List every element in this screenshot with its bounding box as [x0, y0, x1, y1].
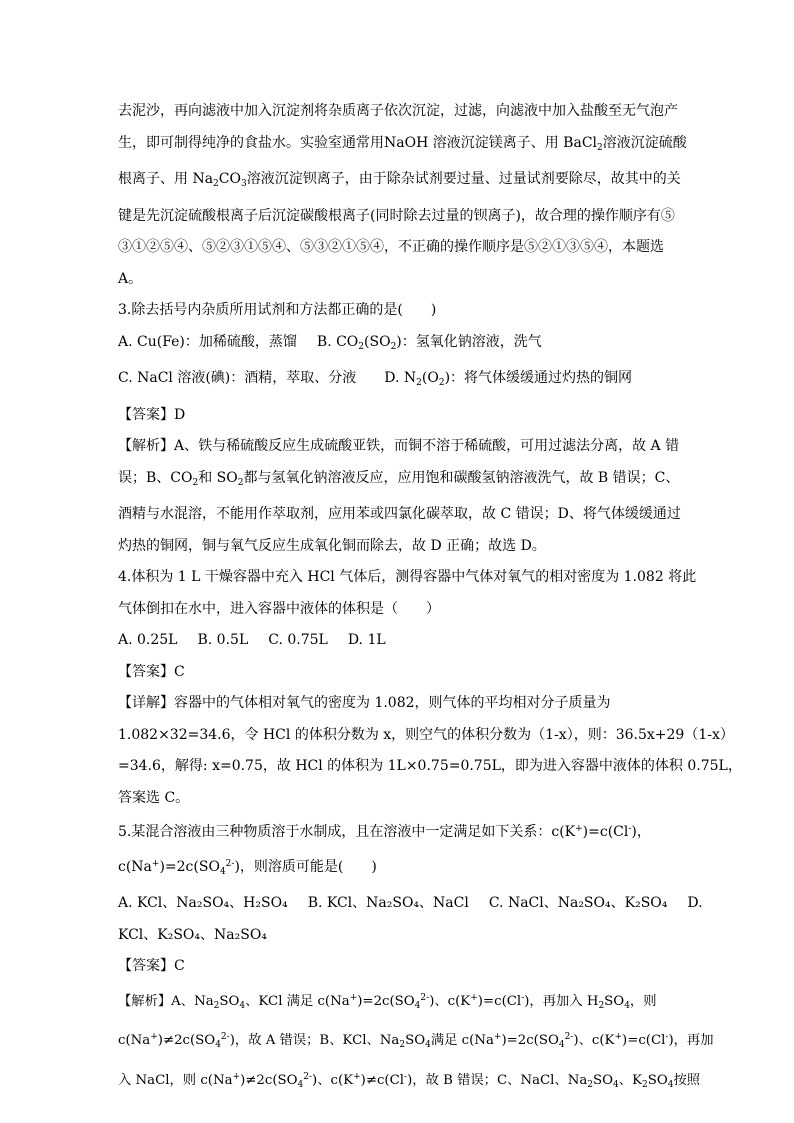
superscript: +	[493, 1032, 502, 1042]
text-run: SO	[593, 1072, 614, 1088]
text-run: 入 NaCl，则 c(Na	[118, 1072, 233, 1088]
option-a: A. 0.25L	[118, 632, 178, 648]
text-line	[118, 983, 678, 1023]
question-5	[118, 814, 714, 1101]
text-line: ③①②⑤④、⑤②③①⑤④、⑤③②①⑤④，不正确的操作顺序是⑤②①③⑤④，本题选	[118, 239, 664, 255]
text-run: )=2c(SO	[357, 993, 415, 1009]
text-run: SO	[604, 993, 625, 1009]
subscript: 2	[642, 1079, 648, 1090]
text-line: 酒精与水混溶，不能用作萃取剂，应用苯或四氯化碳萃取，故 C 错误；D、将气体缓缓通过	[118, 506, 681, 522]
text-run: )：将气体缓缓通过灼热的铜网	[444, 370, 633, 386]
text-run: c(Na	[118, 858, 152, 875]
text-run: )，	[631, 824, 651, 840]
question-stem: 3.除去括号内杂质所用试剂和方法都正确的是( )	[118, 302, 437, 318]
answer-label: 【答案】C	[118, 663, 185, 680]
option-d: D.	[687, 895, 703, 911]
text-run: )，再加	[668, 1033, 714, 1048]
subscript: 2	[438, 378, 445, 388]
options-line	[118, 327, 678, 364]
question-3	[118, 295, 681, 562]
text-run: (O	[421, 370, 439, 386]
text-line: 【详解】容器中的气体相对氧气的密度为 1.082，则气体的平均相对分子质量为	[118, 695, 611, 711]
text-run: 根离子、用 Na	[118, 171, 214, 187]
text-run: 生，即可制得纯净的食盐水。实验室通常用NaOH 溶液沉淀镁离子、用 BaCl	[118, 134, 598, 151]
question-stem: 气体倒扣在水中，进入容器中液体的体积是（ ）	[118, 600, 440, 617]
text-line: A。	[118, 270, 143, 287]
text-run: )，故 B 错误；C、NaCl、Na	[407, 1072, 588, 1088]
subscript: 2	[587, 1079, 594, 1090]
subscript: 2	[358, 341, 365, 352]
text-run: )，故 A 错误；B、KCl、Na	[229, 1033, 400, 1048]
superscript: 2-	[420, 992, 430, 1003]
superscript: +	[151, 858, 160, 869]
options-line	[118, 625, 678, 657]
answer-label: 【答案】D	[118, 406, 186, 423]
superscript: 2-	[225, 858, 235, 869]
superscript: +	[470, 992, 478, 1003]
text-run: )=2c(SO	[501, 1033, 559, 1048]
text-run: 按照	[673, 1072, 701, 1088]
subscript: 4	[425, 1040, 431, 1050]
subscript: 2	[399, 1040, 406, 1050]
text-run: 【解析】A、Na	[118, 993, 214, 1009]
subscript: 4	[558, 1040, 565, 1050]
option-d: D. N	[384, 370, 417, 386]
option-d: D. 1L	[347, 632, 386, 648]
text-run: )≠2c(SO	[240, 1072, 298, 1088]
answer-label: 【答案】C	[118, 958, 185, 974]
text-line: 答案选 C。	[118, 789, 190, 806]
text-run: CO	[218, 171, 241, 187]
subscript: 2	[390, 341, 397, 352]
superscript: +	[150, 1032, 158, 1042]
text-run: 、K	[618, 1072, 643, 1088]
text-run: )=2c(SO	[159, 858, 220, 875]
text-line: 键是先沉淀硫酸根离子后沉淀碳酸根离子(同时除去过量的钡离子)，故合理的操作顺序有⑤	[118, 207, 675, 224]
option-b: B. KCl、Na₂SO₄、NaCl	[307, 895, 469, 911]
text-run: 误；B、CO	[118, 469, 193, 486]
subscript: 2	[416, 378, 422, 388]
superscript: +	[353, 1071, 361, 1082]
text-line: 灼热的铜网，铜与氧气反应生成氧化铜而除去，故 D 正确；故选 D。	[118, 537, 546, 554]
text-line: 去泥沙，再向滤液中加入沉淀剂将杂质离子依次沉淀，过滤，向滤液中加入盐酸至无气泡产	[118, 103, 678, 119]
subscript: 2	[598, 1000, 605, 1011]
subscript: 4	[414, 1000, 421, 1011]
superscript: -	[628, 824, 632, 834]
text-run: )，再加入 H	[524, 993, 599, 1009]
subscript: 2	[213, 179, 219, 189]
option-c: C. NaCl 溶液(碘)：酒精，萃取、分液	[118, 370, 357, 386]
superscript: -	[404, 1071, 408, 1082]
text-run: c(Na	[118, 1033, 151, 1048]
text-run: 溶液沉淀硫酸	[602, 134, 687, 151]
option-c: C. NaCl、Na₂SO₄、K₂SO₄	[488, 895, 668, 911]
text-line	[118, 1022, 714, 1062]
option-c: C. 0.75L	[268, 632, 328, 648]
text-run: SO	[647, 1072, 668, 1088]
options-line	[118, 888, 703, 920]
superscript: +	[232, 1071, 241, 1082]
options-line: KCl、K₂SO₄、Na₂SO₄	[118, 926, 267, 943]
question-stem: 4.体积为 1 L 干燥容器中充入 HCl 气体后，测得容器中气体对氧气的相对密度为 1.082 将此	[118, 569, 697, 585]
option-b: B. CO	[316, 333, 359, 350]
subscript: 4	[219, 866, 226, 877]
text-run: ，则	[629, 993, 657, 1009]
prev-explanation	[118, 96, 687, 295]
question-stem	[118, 814, 678, 849]
subscript: 3	[240, 179, 247, 189]
option-a: A. KCl、Na₂SO₄、H₂SO₄	[118, 895, 288, 911]
text-line: 1.082×32=34.6，令 HCl 的体积分数为 x，则空气的体积分数为（1-x），则：36.5x+29（1-x）	[118, 726, 734, 743]
superscript: +	[575, 824, 583, 834]
text-line	[118, 463, 678, 500]
superscript: +	[349, 992, 358, 1003]
text-run: 溶液沉淀钡离子，由于除杂试剂要过量、过量试剂要除尽，故其中的关	[246, 171, 681, 187]
text-run: 5.某混合溶液由三种物质溶于水制成，且在溶液中一定满足如下关系：c(K	[118, 824, 576, 840]
subscript: 4	[297, 1079, 304, 1090]
text-run: )、c(K	[429, 993, 471, 1009]
question-4	[118, 562, 742, 814]
subscript: 2	[237, 477, 244, 488]
superscript: 2-	[564, 1032, 574, 1042]
text-line	[118, 164, 681, 201]
text-run: )：氢氧化钠溶液，洗气	[396, 333, 542, 350]
superscript: -	[521, 992, 525, 1003]
options-line	[118, 363, 678, 400]
superscript: +	[614, 1032, 622, 1042]
text-run: )=c(Cl	[477, 993, 522, 1009]
option-a: A. Cu(Fe)：加稀硫酸，蒸馏	[118, 333, 297, 350]
text-run: )，则溶质可能是( )	[234, 858, 377, 875]
subscript: 4	[624, 1000, 630, 1011]
text-run: (SO	[364, 333, 391, 350]
text-run: 和 SO	[198, 469, 238, 486]
subscript: 4	[215, 1040, 221, 1050]
text-run: SO	[405, 1033, 426, 1048]
subscript: 2	[213, 1000, 220, 1011]
text-line: =34.6，解得: x=0.75，故 HCl 的体积为 1L×0.75=0.75L，即为进入容器中液体的体积 0.75L，	[118, 758, 742, 774]
superscript: -	[665, 1032, 669, 1042]
option-b: B. 0.5L	[197, 632, 249, 648]
text-run: )≠2c(SO	[157, 1033, 216, 1048]
subscript: 4	[613, 1079, 619, 1090]
text-run: )=c(Cl	[622, 1033, 666, 1048]
text-run: )=c(Cl	[582, 824, 629, 840]
text-run: )、c(K	[573, 1033, 615, 1048]
text-line: 【解析】A、铁与稀硫酸反应生成硫酸亚铁，而铜不溶于稀硫酸，可用过滤法分离，故 A 错	[118, 438, 680, 454]
superscript: 2-	[220, 1032, 230, 1042]
text-run: )、c(K	[312, 1072, 354, 1088]
subscript: 4	[239, 1000, 246, 1011]
superscript: 2-	[303, 1071, 313, 1082]
text-run: 都与氢氧化钠溶液反应，应用饱和碳酸氢钠溶液洗气，故 B 错误；C、	[243, 469, 680, 486]
question-stem	[118, 849, 678, 889]
text-line	[118, 128, 687, 165]
text-run: )≠c(Cl	[360, 1072, 405, 1088]
document-page	[118, 96, 742, 1101]
text-line	[118, 1062, 701, 1102]
text-run: SO	[219, 993, 240, 1009]
text-run: 、KCl 满足 c(Na	[245, 993, 350, 1009]
subscript: 2	[192, 477, 199, 488]
text-run: 满足 c(Na	[430, 1033, 494, 1048]
subscript: 4	[667, 1079, 674, 1090]
subscript: 2	[597, 142, 603, 153]
